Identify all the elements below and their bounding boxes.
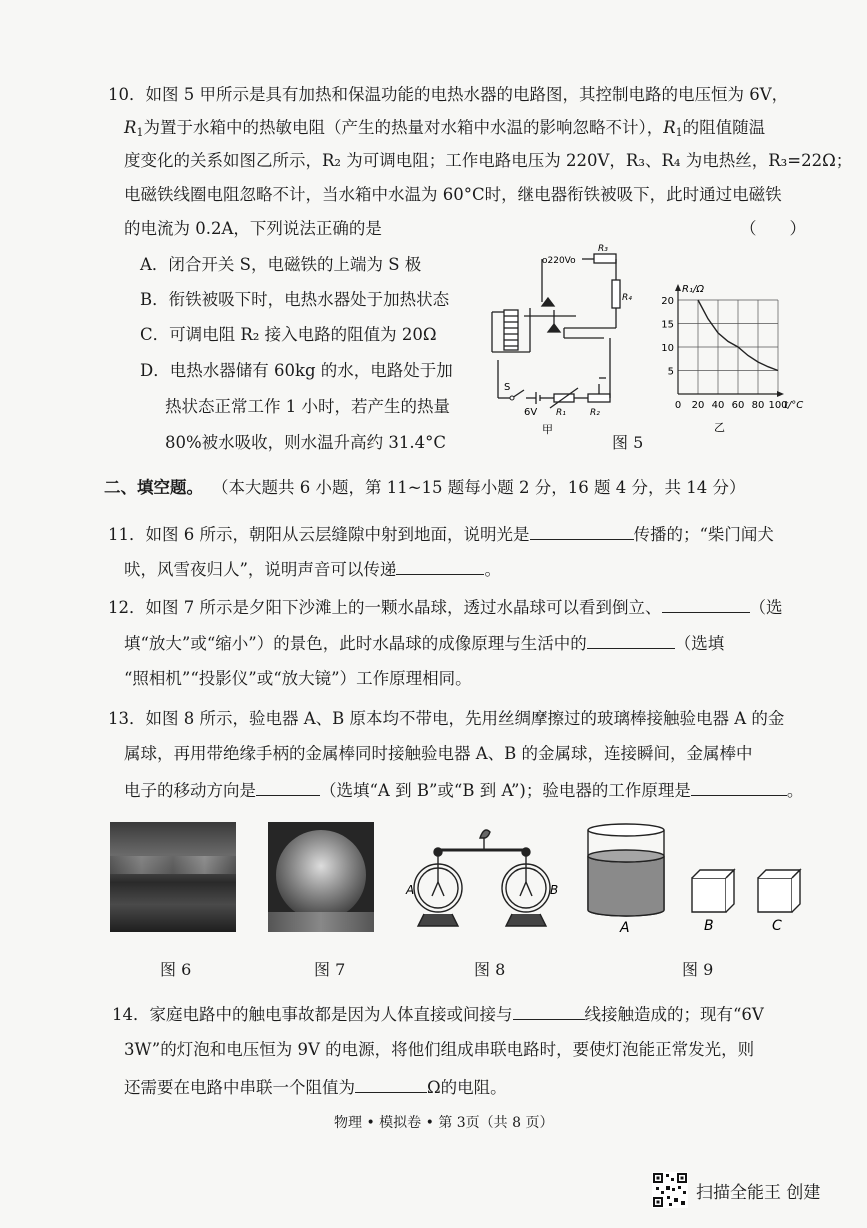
q14-blank-2[interactable] <box>355 1076 427 1093</box>
scanner-watermark <box>652 1172 820 1208</box>
fig9-label-c: C <box>772 918 782 934</box>
fig8-label-a: A <box>406 883 415 897</box>
fig9-caption: 图 9 <box>682 960 714 979</box>
q10-option-c: C．可调电阻 R₂ 接入电路的阻值为 20Ω <box>140 325 437 344</box>
fig5-resistance-temperature-chart <box>640 278 810 438</box>
y-tick-label: 5 <box>667 366 674 378</box>
fig6-sunlight-photo <box>110 822 236 932</box>
section2-title: 二、填空题。 <box>104 478 203 497</box>
fig5-graph-xlabel: t/°C <box>784 400 804 411</box>
page-footer: 物理 • 模拟卷 • 第 3页（共 8 页） <box>334 1115 554 1131</box>
x-tick-label: 80 <box>751 400 765 411</box>
q10-answer-bracket: （ ） <box>740 219 806 238</box>
q12-line3: “照相机”“投影仪”或“放大镜”）工作原理相同。 <box>124 669 472 688</box>
q13-line1: 13．如图 8 所示，验电器 A、B 原本均不带电，先用丝绸摩擦过的玻璃棒接触验电器 A 的金 <box>108 709 785 728</box>
y-tick-label: 20 <box>661 296 674 307</box>
watermark-text: 扫描全能王 创建 <box>696 1182 821 1203</box>
fig5-sub-yi: 乙 <box>714 421 725 434</box>
q11-line1: 11．如图 6 所示，朝阳从云层缝隙中射到地面，说明光是 传播的；“柴门闻犬 <box>108 525 774 544</box>
q10-option-a: A．闭合开关 S，电磁铁的上端为 S 极 <box>140 255 422 274</box>
q10-line1: 10．如图 5 甲所示是具有加热和保温功能的电热水器的电路图，其控制电路的电压恒为 6V， <box>108 85 789 104</box>
fig8-electroscopes-diagram <box>404 822 564 938</box>
fig5-graph-ylabel: R₁/Ω <box>682 284 704 295</box>
q12-blank-1[interactable] <box>662 596 750 613</box>
fig5-label-r2: R₂ <box>590 408 600 418</box>
q10-line2: $R_1$为置于水箱中的热敏电阻（产生的热量对水箱中水温的影响忽略不计），$R_1$的阻值随温 <box>124 118 766 139</box>
q12-line2: 填“放大”或“缩小”）的景色，此时水晶球的成像原理与生活中的 （选填 <box>124 634 725 653</box>
q13-line2: 属球，再用带绝缘手柄的金属棒同时接触验电器 A、B 的金属球，连接瞬间，金属棒中 <box>124 744 753 763</box>
fig5-circuit-diagram <box>484 238 634 438</box>
y-tick-label: 15 <box>661 319 674 331</box>
q12-blank-2[interactable] <box>587 632 675 649</box>
fig5-label-6v: 6V <box>524 407 538 418</box>
fig5-label-s: S <box>504 382 511 393</box>
fig9-beaker-and-cubes-diagram <box>586 820 816 940</box>
y-tick-label: 10 <box>661 343 674 354</box>
x-tick-label: 60 <box>731 400 745 411</box>
x-tick-label: 100 <box>768 400 788 411</box>
q11-blank-1[interactable] <box>530 523 634 540</box>
q10-line3: 度变化的关系如图乙所示，R₂ 为可调电阻；工作电路电压为 220V，R₃、R₄ 为电热丝，R₃=22Ω； <box>124 151 853 170</box>
q13-blank-2[interactable] <box>691 779 787 796</box>
section2-note: （本大题共 6 小题，第 11~15 题每小题 2 分，16 题 4 分，共 14 分） <box>212 478 746 497</box>
fig8-label-b: B <box>550 883 559 897</box>
fig5-caption: 图 5 <box>612 433 644 452</box>
fig5-label-220v: o220Vo <box>542 256 576 266</box>
q14-line2: 3W”的灯泡和电压恒为 9V 的电源，将他们组成串联电路时，要使灯泡能正常发光，则 <box>124 1040 755 1059</box>
q14-blank-1[interactable] <box>513 1003 585 1020</box>
q12-line1: 12．如图 7 所示是夕阳下沙滩上的一颗水晶球，透过水晶球可以看到倒立、 （选 <box>108 598 783 617</box>
qr-code-icon <box>652 1172 688 1208</box>
fig9-label-b: B <box>704 918 714 934</box>
q11-line2: 吠，风雪夜归人”，说明声音可以传递 。 <box>124 560 501 579</box>
q14-line3: 还需要在电路中串联一个阻值为 Ω的电阻。 <box>124 1078 507 1097</box>
q14-line1: 14．家庭电路中的触电事故都是因为人体直接或间接与 线接触造成的；现有“6V <box>112 1005 764 1024</box>
q10-option-b: B．衔铁被吸下时，电热水器处于加热状态 <box>140 290 450 309</box>
x-tick-label: 40 <box>711 400 725 411</box>
x-tick-label: 20 <box>691 400 705 411</box>
fig5-sub-jia: 甲 <box>542 423 553 436</box>
fig7-crystal-ball-photo <box>268 822 374 932</box>
q10-option-d-2: 热状态正常工作 1 小时，若产生的热量 <box>165 397 450 416</box>
q13-line3: 电子的移动方向是 （选填“A 到 B”或“B 到 A”)；验电器的工作原理是 。 <box>124 781 804 800</box>
q13-blank-1[interactable] <box>256 779 320 796</box>
q10-line5: 的电流为 0.2A，下列说法正确的是 <box>124 219 382 238</box>
x-tick-label: 0 <box>674 400 682 411</box>
fig7-caption: 图 7 <box>314 960 346 979</box>
fig9-label-a: A <box>620 920 630 936</box>
q11-blank-2[interactable] <box>396 558 484 575</box>
fig8-caption: 图 8 <box>474 960 506 979</box>
q10-line4: 电磁铁线圈电阻忽略不计，当水箱中水温为 60°C时，继电器衔铁被吸下，此时通过电磁铁 <box>124 185 782 204</box>
fig5-label-r3: R₃ <box>598 244 608 254</box>
fig5-label-r4: R₄ <box>622 293 632 303</box>
q10-option-d-1: D．电热水器储有 60kg 的水，电路处于加 <box>140 361 453 380</box>
q10-option-d-3: 80%被水吸收，则水温升高约 31.4°C <box>165 433 447 452</box>
fig5-label-r1: R₁ <box>556 408 566 418</box>
fig6-caption: 图 6 <box>160 960 192 979</box>
